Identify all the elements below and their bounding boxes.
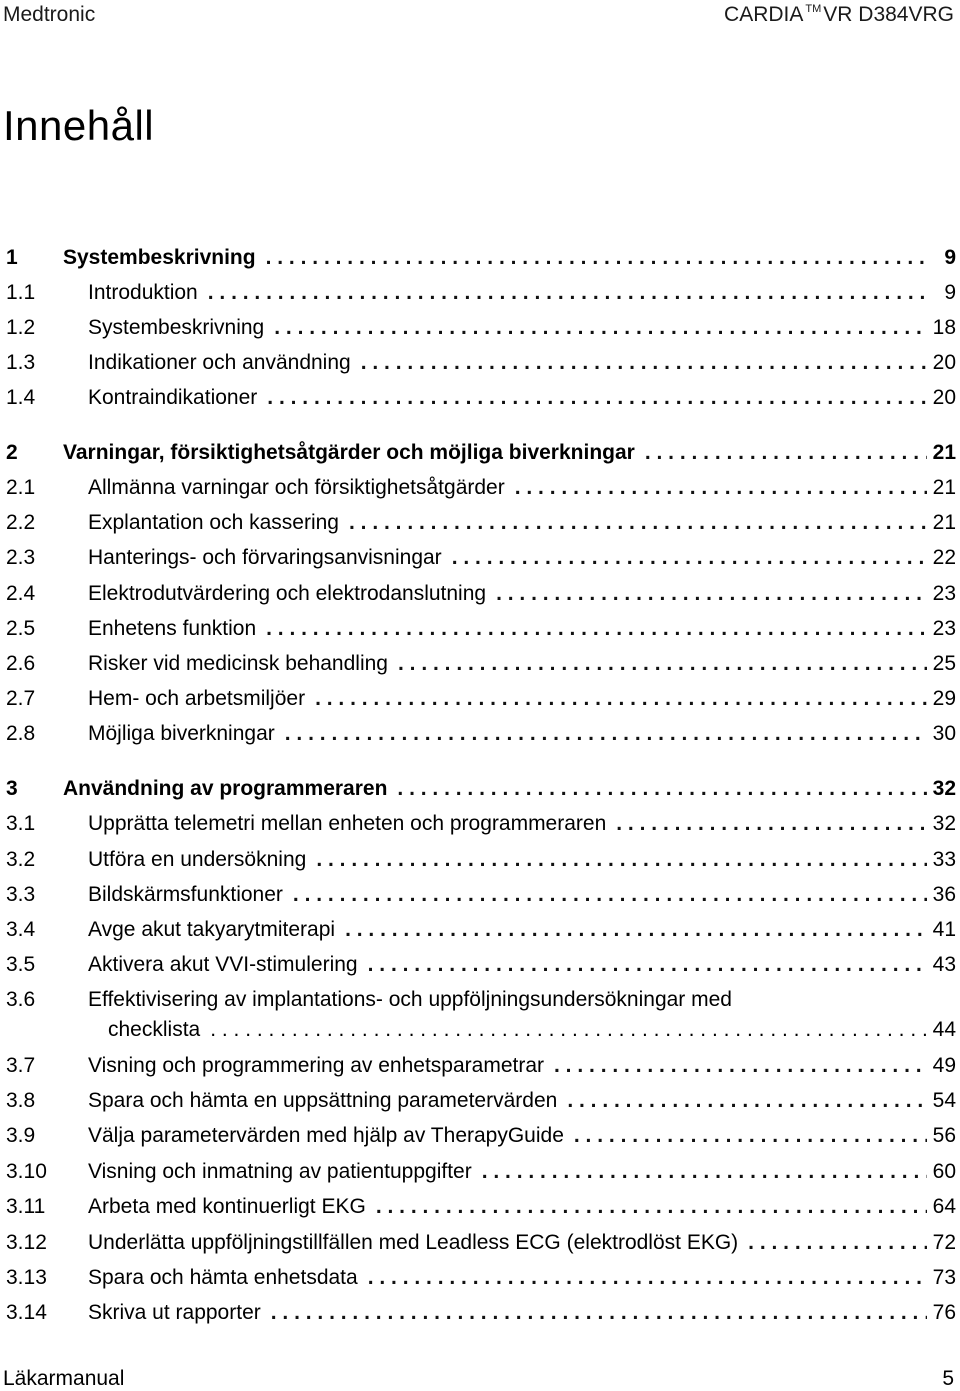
toc-entry-number: 2.2 xyxy=(6,511,36,534)
toc-entry-row xyxy=(88,1229,956,1257)
toc-entry-number: 2.8 xyxy=(6,722,36,745)
toc-entry-row xyxy=(88,1264,956,1292)
toc-section-entry[interactable] xyxy=(0,349,960,379)
toc-entry-page: 23 xyxy=(932,582,956,605)
toc-entry-row xyxy=(63,439,956,467)
toc-entry-title: Kontraindikationer xyxy=(88,386,258,409)
toc-entry-title: Välja parametervärden med hjälp av TherapyGuide xyxy=(88,1124,564,1147)
toc-entry-row xyxy=(88,384,956,412)
toc-entry-row xyxy=(63,244,956,272)
toc-entry-page: 32 xyxy=(932,777,956,800)
dot-leader xyxy=(274,314,926,342)
toc-entry-page: 36 xyxy=(932,883,956,906)
toc-entry-number: 3.9 xyxy=(6,1124,36,1147)
toc-entry-title: Spara och hämta enhetsdata xyxy=(88,1266,358,1289)
manual-name: Läkarmanual xyxy=(3,1367,125,1390)
toc-entry-number: 1.2 xyxy=(6,316,36,339)
toc-entry-title: Systembeskrivning xyxy=(88,316,265,339)
toc-section-entry[interactable] xyxy=(0,509,960,539)
toc-entry-number: 2.7 xyxy=(6,687,36,710)
toc-entry-page: 21 xyxy=(932,441,956,464)
toc-entry-page: 21 xyxy=(932,511,956,534)
page-number: 5 xyxy=(942,1367,954,1390)
toc-entry-title: Effektivisering av implantations- och uppföljningsundersökningar med xyxy=(88,988,732,1011)
toc-entry-row xyxy=(88,509,956,537)
dot-leader xyxy=(316,846,926,874)
toc-entry-number: 3.1 xyxy=(6,812,36,835)
toc-entry-number: 3.12 xyxy=(6,1231,47,1254)
toc-entry-row xyxy=(88,1158,956,1186)
toc-entry-title: Risker vid medicinsk behandling xyxy=(88,652,388,675)
toc-entry-row xyxy=(88,1299,956,1327)
toc-section-entry[interactable] xyxy=(0,580,960,610)
toc-entry-number: 1.4 xyxy=(6,386,36,409)
toc-entry-number: 2 xyxy=(6,441,18,464)
toc-entry-row xyxy=(88,279,956,307)
toc-entry-title: Allmänna varningar och försiktighetsåtgärder xyxy=(88,476,505,499)
dot-leader xyxy=(210,1016,926,1044)
toc-entry-page: 20 xyxy=(932,351,956,374)
toc-entry-page: 49 xyxy=(932,1054,956,1077)
toc-entry-number: 3.11 xyxy=(6,1195,46,1218)
toc-entry-row xyxy=(88,1122,956,1150)
toc-entry-number: 3.2 xyxy=(6,848,36,871)
toc-entry-page: 43 xyxy=(932,953,956,976)
toc-section-entry[interactable] xyxy=(0,685,960,715)
toc-section-entry[interactable] xyxy=(0,544,960,574)
toc-section-entry[interactable] xyxy=(0,1264,960,1294)
dot-leader xyxy=(574,1122,927,1150)
toc-entry-row xyxy=(88,544,956,572)
toc-entry-page: 9 xyxy=(944,281,956,304)
toc-entry-title: Enhetens funktion xyxy=(88,617,257,640)
page-title: Innehåll xyxy=(3,102,155,149)
dot-leader xyxy=(293,881,927,909)
dot-leader xyxy=(616,810,926,838)
toc-entry-title: Aktivera akut VVI-stimulering xyxy=(88,953,358,976)
toc-section-entry[interactable] xyxy=(0,615,960,645)
dot-leader xyxy=(267,384,926,412)
dot-leader xyxy=(376,1193,927,1221)
toc-entry-page: 76 xyxy=(932,1301,956,1324)
toc-entry-row xyxy=(88,846,956,874)
toc-entry-row xyxy=(88,615,956,643)
toc-entry-number: 3.6 xyxy=(6,988,36,1011)
toc-entry-title: Användning av programmeraren xyxy=(63,777,388,800)
toc-section-entry[interactable] xyxy=(0,1122,960,1152)
toc-entry-page: 30 xyxy=(932,722,956,745)
dot-leader xyxy=(368,1264,927,1292)
toc-entry-number: 3 xyxy=(6,777,18,800)
toc-section-entry[interactable] xyxy=(0,1052,960,1082)
dot-leader xyxy=(361,349,927,377)
toc-section-entry[interactable] xyxy=(0,474,960,504)
toc-chapter-entry[interactable] xyxy=(0,439,960,469)
toc-section-entry[interactable] xyxy=(0,279,960,309)
toc-entry-page: 21 xyxy=(932,476,956,499)
dot-leader xyxy=(496,580,927,608)
toc-section-entry[interactable] xyxy=(0,1229,960,1259)
toc-entry-title: Möjliga biverkningar xyxy=(88,722,275,745)
toc-entry-number: 2.1 xyxy=(6,476,36,499)
toc-entry-row xyxy=(88,1087,956,1115)
toc-entry-title: Spara och hämta en uppsättning parametervärden xyxy=(88,1089,558,1112)
toc-section-entry[interactable] xyxy=(0,720,960,750)
toc-section-entry[interactable] xyxy=(0,810,960,840)
toc-entry-title: Hem- och arbetsmiljöer xyxy=(88,687,306,710)
toc-entry-title: Indikationer och användning xyxy=(88,351,351,374)
toc-entry-row xyxy=(88,916,956,944)
toc-entry-row xyxy=(63,775,956,803)
toc-entry-title: Arbeta med kontinuerligt EKG xyxy=(88,1195,366,1218)
toc-entry-number: 3.3 xyxy=(6,883,36,906)
toc-entry-row xyxy=(88,349,956,377)
toc-entry-title: Hanterings- och förvaringsanvisningar xyxy=(88,546,442,569)
toc-section-entry[interactable] xyxy=(0,986,960,1041)
product-name xyxy=(724,3,954,27)
toc-entry-page: 33 xyxy=(932,848,956,871)
toc-entry-title: Upprätta telemetri mellan enheten och programmeraren xyxy=(88,812,607,835)
toc-entry-row xyxy=(88,1193,956,1221)
toc-section-entry[interactable] xyxy=(0,846,960,876)
toc-entry-page: 73 xyxy=(932,1266,956,1289)
brand-name: Medtronic xyxy=(3,3,96,26)
toc-entry-number: 3.5 xyxy=(6,953,36,976)
toc-entry-number: 2.3 xyxy=(6,546,36,569)
toc-entry-page: 20 xyxy=(932,386,956,409)
toc-entry-row xyxy=(88,650,956,678)
dot-leader xyxy=(349,509,927,537)
toc-entry-title: Utföra en undersökning xyxy=(88,848,307,871)
toc-entry-title: Varningar, försiktighetsåtgärder och möjliga biverkningar xyxy=(63,441,635,464)
toc-entry-title: Explantation och kassering xyxy=(88,511,339,534)
toc-entry-title: Introduktion xyxy=(88,281,198,304)
dot-leader xyxy=(266,244,928,272)
toc-entry-page: 56 xyxy=(932,1124,956,1147)
toc-entry-number: 1 xyxy=(6,246,18,269)
toc-entry-row xyxy=(88,951,956,979)
toc-entry-number: 3.10 xyxy=(6,1160,47,1183)
dot-leader xyxy=(452,544,927,572)
toc-section-entry[interactable] xyxy=(0,916,960,946)
toc-entry-number: 3.4 xyxy=(6,918,36,941)
product-model-name: CARDIA xyxy=(724,3,804,26)
dot-leader xyxy=(482,1158,927,1186)
toc-section-entry[interactable] xyxy=(0,1193,960,1223)
toc-entry-page: 32 xyxy=(932,812,956,835)
toc-entry-row xyxy=(88,810,956,838)
toc-entry-number: 2.4 xyxy=(6,582,36,605)
product-model-number: VR D384VRG xyxy=(823,3,954,26)
toc-chapter-entry[interactable] xyxy=(0,775,960,805)
toc-section-entry[interactable] xyxy=(0,1299,960,1329)
toc-section-entry[interactable] xyxy=(0,384,960,414)
toc-chapter-entry[interactable] xyxy=(0,244,960,274)
toc-entry-title: Visning och programmering av enhetsparametrar xyxy=(88,1054,545,1077)
toc-entry-page: 23 xyxy=(932,617,956,640)
dot-leader xyxy=(397,775,926,803)
toc-entry-page: 18 xyxy=(932,316,956,339)
dot-leader xyxy=(368,951,927,979)
toc-entry-title: Avge akut takyarytmiterapi xyxy=(88,918,336,941)
toc-entry-page: 72 xyxy=(932,1231,956,1254)
toc-entry-row xyxy=(88,580,956,608)
trademark-mark: TM xyxy=(805,3,822,15)
dot-leader xyxy=(515,474,927,502)
dot-leader xyxy=(315,685,927,713)
dot-leader xyxy=(266,615,927,643)
toc-entry-number: 3.13 xyxy=(6,1266,47,1289)
dot-leader xyxy=(748,1229,926,1257)
toc-entry-row xyxy=(88,1052,956,1080)
toc-section-entry[interactable] xyxy=(0,1087,960,1117)
toc-entry-page: 54 xyxy=(932,1089,956,1112)
toc-section-entry[interactable] xyxy=(0,951,960,981)
toc-entry-page: 60 xyxy=(932,1160,956,1183)
toc-entry-title: Bildskärmsfunktioner xyxy=(88,883,283,906)
toc-entry-continuation xyxy=(108,1016,956,1044)
dot-leader xyxy=(208,279,928,307)
toc-entry-page: 9 xyxy=(944,246,956,269)
dot-leader xyxy=(645,439,927,467)
toc-entry-page: 41 xyxy=(932,918,956,941)
dot-leader xyxy=(285,720,927,748)
toc-entry-number: 1.3 xyxy=(6,351,36,374)
toc-entry-number: 2.6 xyxy=(6,652,36,675)
toc-entry-row xyxy=(88,314,956,342)
dot-leader xyxy=(554,1052,927,1080)
page-footer xyxy=(3,1367,954,1391)
toc-entry-title: Skriva ut rapporter xyxy=(88,1301,261,1324)
toc-entry-title: Visning och inmatning av patientuppgifter xyxy=(88,1160,472,1183)
toc-entry-page: 29 xyxy=(932,687,956,710)
toc-entry-number: 3.8 xyxy=(6,1089,36,1112)
toc-section-entry[interactable] xyxy=(0,314,960,344)
toc-entry-page: 25 xyxy=(932,652,956,675)
toc-entry-number: 2.5 xyxy=(6,617,36,640)
dot-leader xyxy=(398,650,927,678)
toc-section-entry[interactable] xyxy=(0,881,960,911)
toc-entry-title: Systembeskrivning xyxy=(63,246,256,269)
toc-entry-number: 3.14 xyxy=(6,1301,47,1324)
toc-entry-number: 3.7 xyxy=(6,1054,36,1077)
toc-entry-title-continuation: checklista xyxy=(108,1018,201,1041)
toc-section-entry[interactable] xyxy=(0,1158,960,1188)
dot-leader xyxy=(271,1299,927,1327)
toc-entry-page: 44 xyxy=(932,1018,956,1041)
dot-leader xyxy=(567,1087,926,1115)
toc-section-entry[interactable] xyxy=(0,650,960,680)
toc-entry-row xyxy=(88,685,956,713)
toc-entry-page: 22 xyxy=(932,546,956,569)
toc-entry-page: 64 xyxy=(932,1195,956,1218)
toc-entry-title: Elektrodutvärdering och elektrodanslutning xyxy=(88,582,487,605)
page-header xyxy=(3,3,954,29)
toc-entry-row xyxy=(88,720,956,748)
dot-leader xyxy=(345,916,927,944)
toc-entry-row xyxy=(88,474,956,502)
toc-entry-row xyxy=(88,881,956,909)
toc-entry-title: Underlätta uppföljningstillfällen med Leadless ECG (elektrodlöst EKG) xyxy=(88,1231,739,1254)
toc-entry-number: 1.1 xyxy=(6,281,36,304)
